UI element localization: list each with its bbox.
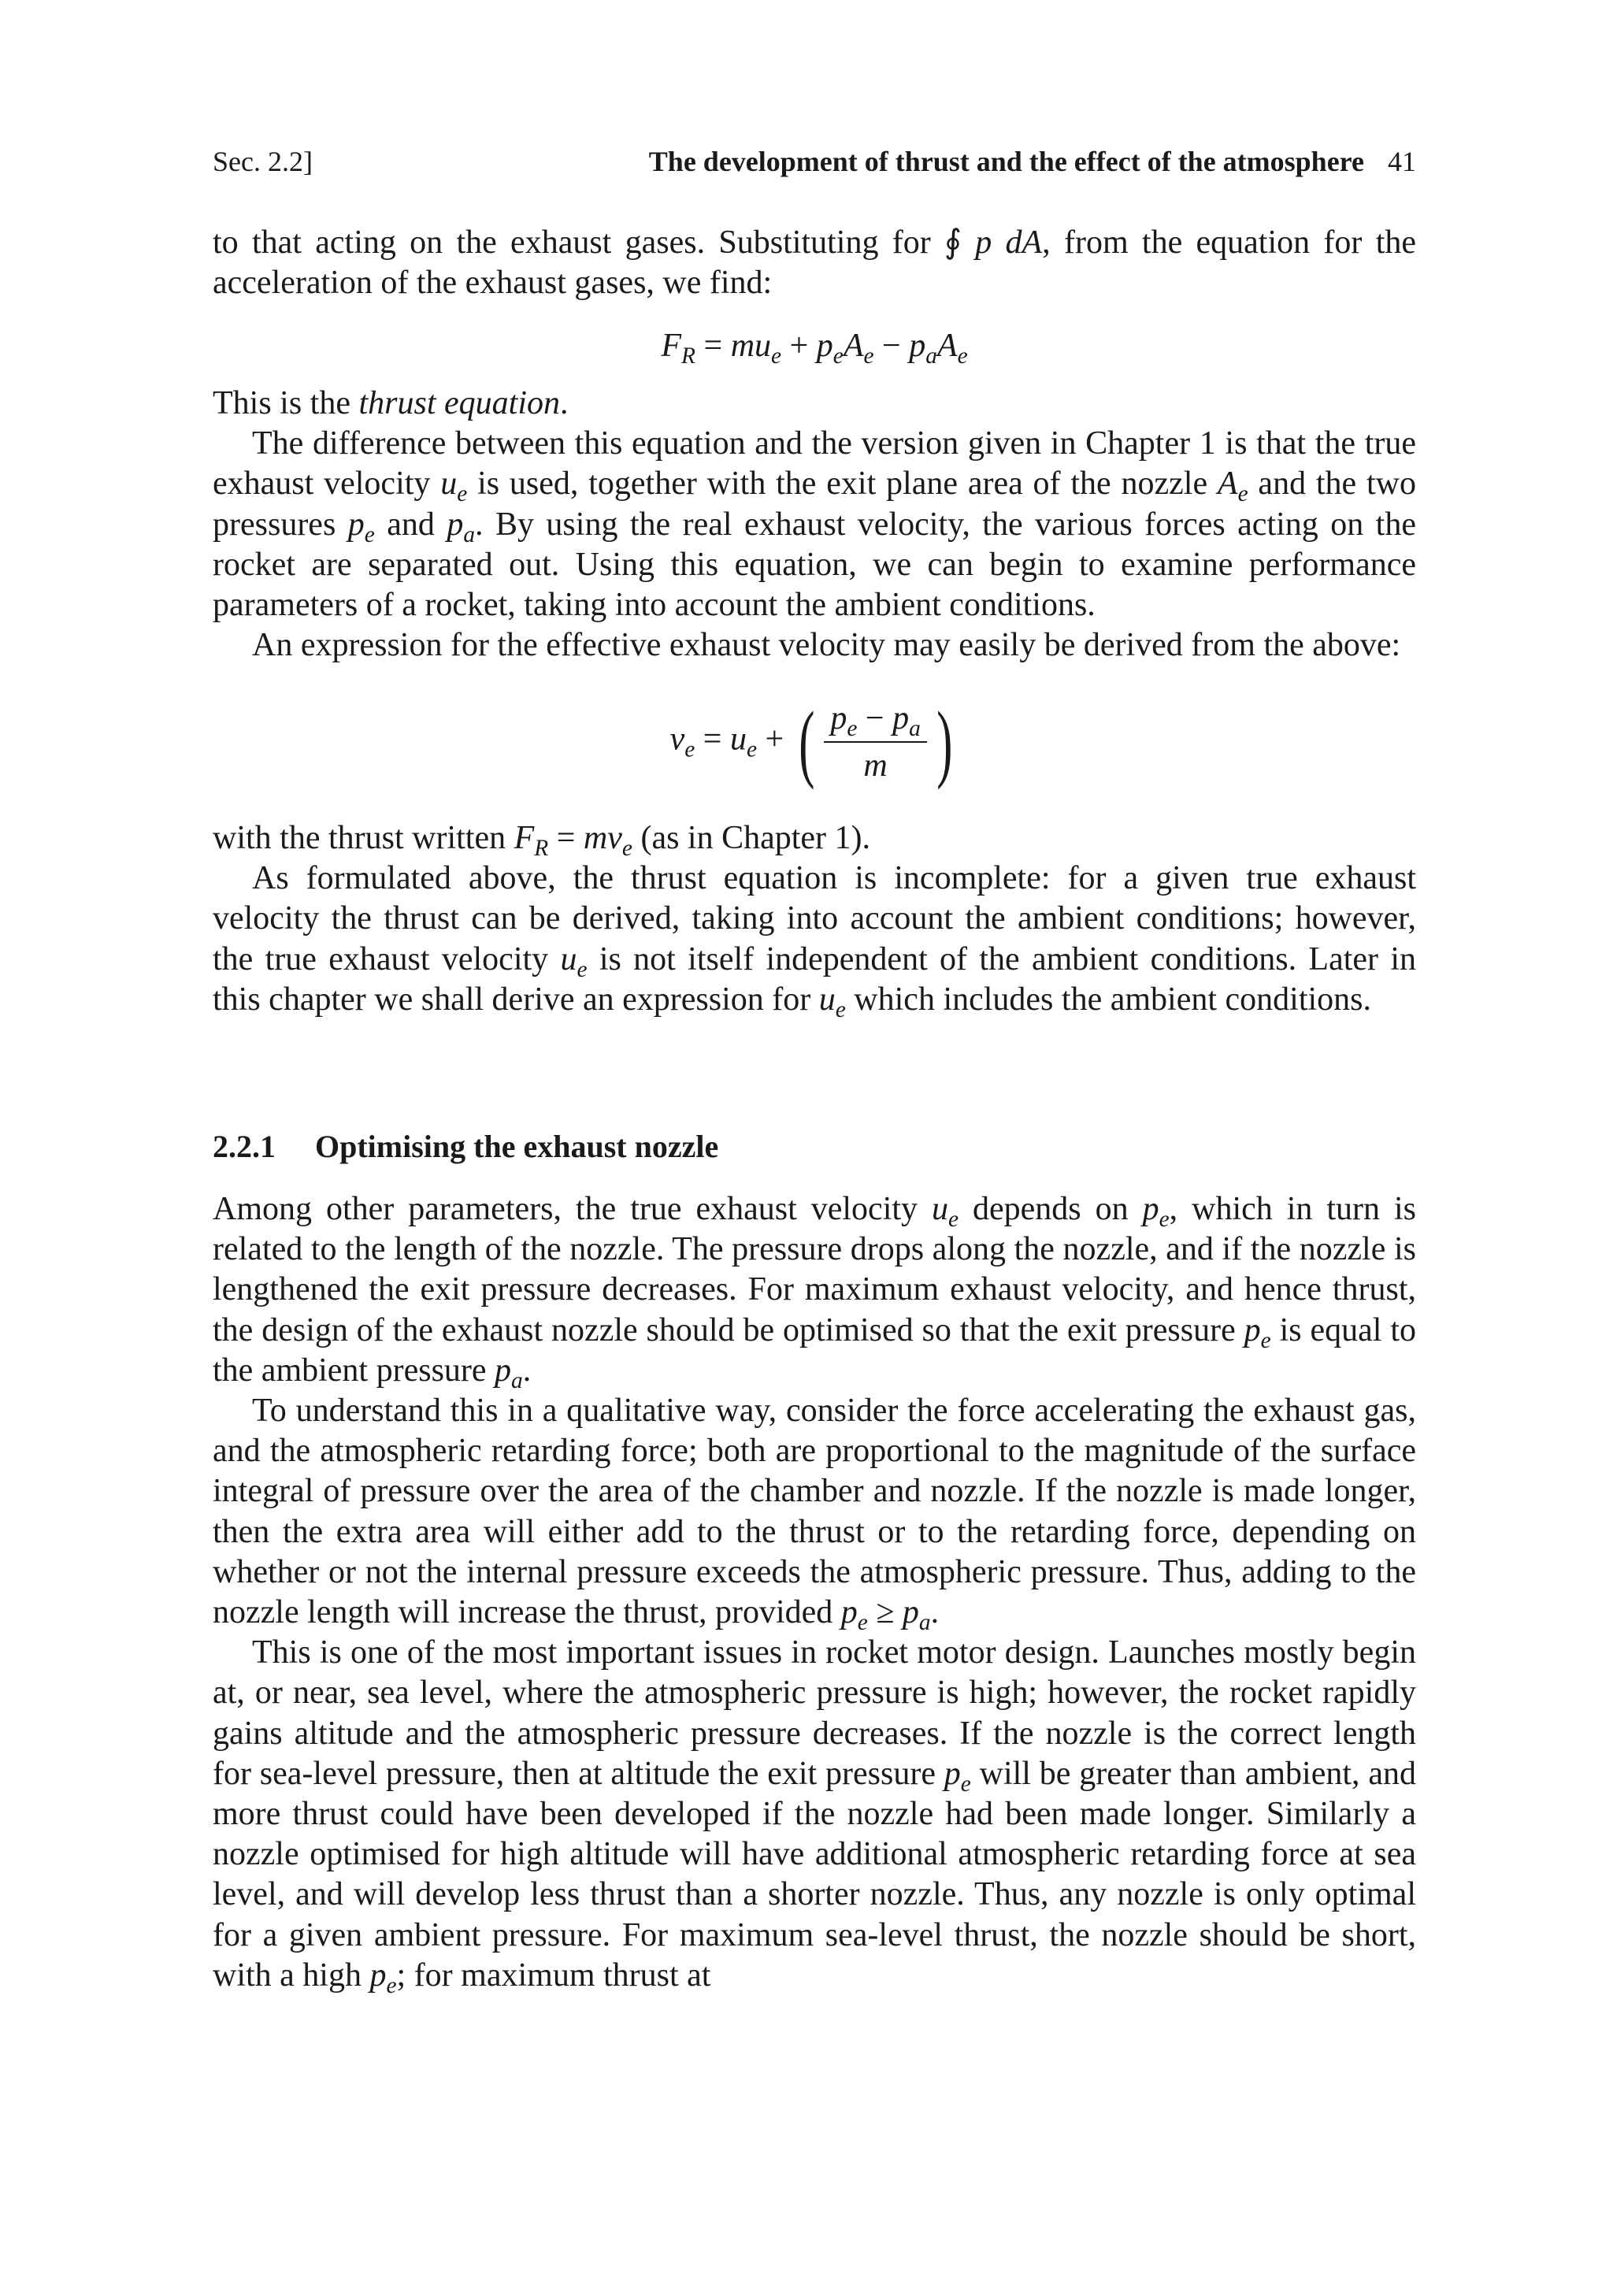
running-head bbox=[649, 142, 1416, 182]
paragraph-design-issue: This is one of the most important issues in rocket motor design. Launches mostly begin at, or near, sea level, where the atmospheric pressure is high; however, the rocket rapidly gains altitude and the atmospheric pressure decreases. If the nozzle is the correct length for sea-level pressure, then at altitude the exit pressure $p_e$ will be greater than ambient, and more thrust could have been developed if the nozzle had been made longer. Similarly a nozzle optimised for high altitude will have additional atmospheric retarding force at sea level, and will develop less thrust than a shorter nozzle. Thus, any nozzle is only optimal for a given ambient pressure. For maximum sea-level thrust, the nozzle should be short, with a high $p_e$; for maximum thrust at bbox=[213, 1634, 1416, 1998]
paragraph-among-parameters: Among other parameters, the true exhaust velocity $u_e$ depends on $p_e$, which in turn is related to the length of the nozzle. The pressure drops along the nozzle, and if the nozzle is lengthened the exit pressure decreases. For maximum exhaust velocity, and hence thrust, the design of the exhaust nozzle should be optimised so that the exit pressure $p_e$ is equal to the ambient pressure $p_a$. bbox=[213, 1191, 1417, 1393]
section-reference: Sec. 2.2] bbox=[213, 146, 313, 177]
section-body bbox=[213, 1189, 1416, 1996]
section-heading bbox=[213, 1126, 1416, 1167]
paragraph-effective-velocity: An expression for the effective exhaust velocity may easily be derived from the above: bbox=[252, 627, 1401, 664]
paragraph-intro: to that acting on the exhaust gases. Substituting for ∮ p dA, from the equation for the acceleration of the exhaust gases, we find: bbox=[213, 224, 1417, 302]
paragraph-thrust-written: with the thrust written $F_R = mv_e$ (as in Chapter 1). As formulated above, the thrust equation is incomplete: for a given true exhaust velocity the thrust can be derived, taking into account the ambient conditions; however, the true exhaust velocity $u_e$ is not itself independent of the ambient conditions. Later in this chapter we shall derive an expression for $u_e$ which includes the ambient conditions. bbox=[213, 820, 1416, 1022]
book-page bbox=[213, 0, 1416, 2296]
thrust-equation: $F_R = mu_e + p_eA_e - p_aA_e$ bbox=[661, 328, 968, 369]
paragraph-incomplete: As formulated above, the thrust equation is incomplete: for a given true exhaust velocity the thrust can be derived, taking into account the ambient conditions; however, the true exhaust velocity $u_e$ is not itself independent of the ambient conditions. Later in this chapter we shall derive an expression for $u_e$ which includes the ambient conditions. bbox=[213, 860, 1416, 1022]
section-number: 2.2.1 bbox=[213, 1129, 276, 1164]
paragraph-qualitative: To understand this in a qualitative way, consider the force accelerating the exhaust gas, and the atmospheric retarding force; both are proportional to the magnitude of the surface integral of pressure over the area of the chamber and nozzle. If the nozzle is made longer, then the extra area will either add to the thrust or to the retarding force, depending on whether or not the internal pressure exceeds the atmospheric pressure. Thus, adding to the nozzle length will increase the thrust, provided $p_e \ge p_a$. bbox=[213, 1393, 1416, 1635]
page-header bbox=[213, 142, 1416, 183]
paragraph-thrust-eq-note: This is the thrust equation. The difference between this equation and the version given in Chapter 1 is that the true exhaust velocity $u_e$ is used, together with the exit plane area of the nozzle $A_e$ and the two pressures $p_e$ and $p_a$. By using the real exhaust velocity, the various forces acting on the rocket are separated out. Using this equation, we can begin to examine performance parameters of a rocket, taking into account the ambient conditions. An expression for the effective exhaust velocity may easily be derived from the above: bbox=[213, 384, 1416, 666]
fraction: $\frac{p_e - p_a}{m}$ bbox=[824, 697, 926, 787]
contour-integral-symbol: ∮ bbox=[944, 224, 962, 261]
paragraph-difference: The difference between this equation and the version given in Chapter 1 is that the true exhaust velocity $u_e$ is used, together with the exit plane area of the nozzle $A_e$ and the two pressures $p_e$ and $p_a$. By using the real exhaust velocity, the various forces acting on the rocket are separated out. Using this equation, we can begin to examine performance parameters of a rocket, taking into account the ambient conditions. bbox=[213, 425, 1417, 624]
page-number: 41 bbox=[1388, 146, 1416, 177]
section-title: Optimising the exhaust nozzle bbox=[315, 1129, 719, 1164]
running-title: The development of thrust and the effect of the atmosphere bbox=[648, 146, 1364, 177]
effective-velocity-equation: $v_e = u_e$ + ( $\frac{p_e - p_a}{m}$ ) bbox=[669, 694, 953, 790]
